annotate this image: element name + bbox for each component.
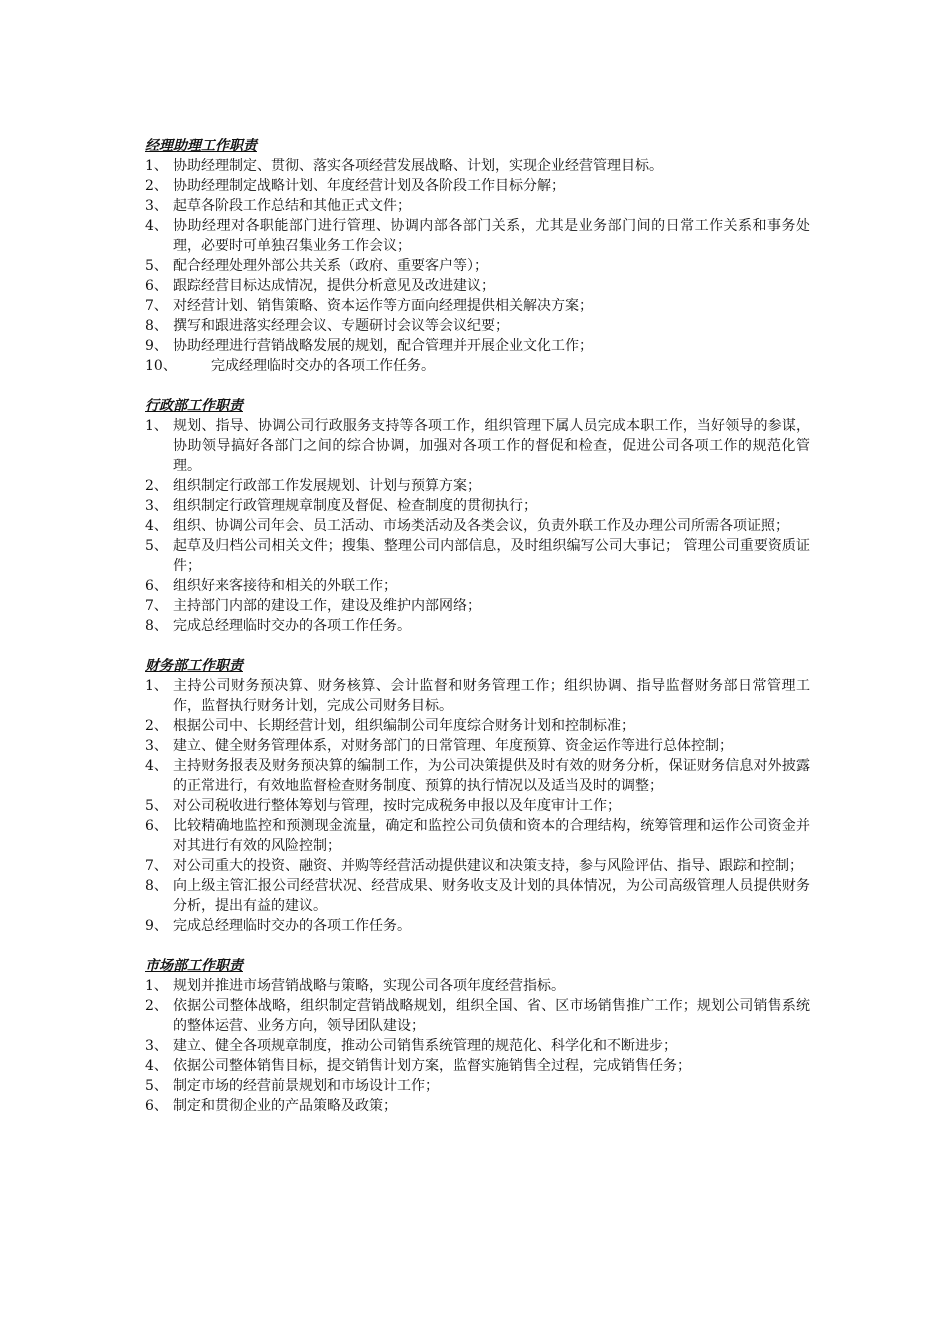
section-marketing [145, 956, 810, 1116]
item-text: 比较精确地监控和预测现金流量，确定和监控公司负债和资本的合理结构，统筹管理和运作公司资金并对其进行有效的风险控制； [173, 818, 810, 854]
item-text: 制定和贯彻企业的产品策略及政策； [173, 1098, 397, 1114]
item-text: 对公司重大的投资、融资、并购等经营活动提供建议和决策支持，参与风险评估、指导、跟踪和控制； [173, 858, 803, 874]
list-item [145, 296, 810, 316]
item-number: 7、 [145, 858, 168, 874]
item-number: 6、 [145, 1098, 168, 1114]
section-title: 经理助理工作职责 [145, 138, 257, 154]
item-number: 1、 [145, 678, 168, 694]
section-finance [145, 656, 810, 936]
item-text: 协助经理制定战略计划、年度经营计划及各阶段工作目标分解； [173, 178, 565, 194]
list-item [145, 276, 810, 296]
item-number: 3、 [145, 1038, 168, 1054]
list-item [145, 476, 810, 496]
item-number: 8、 [145, 318, 168, 334]
item-number: 3、 [145, 738, 168, 754]
item-number: 1、 [145, 418, 168, 434]
item-number: 5、 [145, 798, 168, 814]
item-number: 1、 [145, 158, 168, 174]
item-text: 主持财务报表及财务预决算的编制工作，为公司决策提供及时有效的财务分析，保证财务信息对外披露的正常进行，有效地监督检查财务制度、预算的执行情况以及适当及时的调整； [173, 758, 810, 794]
list-item [145, 576, 810, 596]
section-title: 行政部工作职责 [145, 398, 243, 414]
item-text: 组织、协调公司年会、员工活动、市场类活动及各类会议，负责外联工作及办理公司所需各项证照； [173, 518, 789, 534]
item-text: 主持部门内部的建设工作，建设及维护内部网络； [173, 598, 481, 614]
item-text: 制定市场的经营前景规划和市场设计工作； [173, 1078, 439, 1094]
item-number: 9、 [145, 918, 168, 934]
list-item [145, 736, 810, 756]
item-number: 2、 [145, 178, 168, 194]
item-text: 向上级主管汇报公司经营状况、经营成果、财务收支及计划的具体情况，为公司高级管理人员提供财务分析，提出有益的建议。 [173, 878, 810, 914]
item-text: 起草各阶段工作总结和其他正式文件； [173, 198, 411, 214]
item-number: 6、 [145, 578, 168, 594]
item-number: 4、 [145, 1058, 168, 1074]
item-text: 对公司税收进行整体筹划与管理，按时完成税务申报以及年度审计工作； [173, 798, 621, 814]
item-number: 6、 [145, 278, 168, 294]
item-text: 对经营计划、销售策略、资本运作等方面向经理提供相关解决方案； [173, 298, 593, 314]
item-number: 10、 [145, 358, 177, 374]
item-text: 依据公司整体战略，组织制定营销战略规划，组织全国、省、区市场销售推广工作；规划公司销售系统的整体运营、业务方向，领导团队建设； [173, 998, 810, 1034]
item-text: 完成总经理临时交办的各项工作任务。 [173, 918, 411, 934]
list-item [145, 196, 810, 216]
list-item [145, 1056, 810, 1076]
list-item [145, 316, 810, 336]
item-number: 3、 [145, 498, 168, 514]
list-item [145, 716, 810, 736]
list-item [145, 756, 810, 796]
list-item [145, 156, 810, 176]
list-item [145, 356, 810, 376]
list-item [145, 216, 810, 256]
item-text: 规划、指导、协调公司行政服务支持等各项工作，组织管理下属人员完成本职工作，当好领导的参谋，协助领导搞好各部门之间的综合协调，加强对各项工作的督促和检查，促进公司各项工作的规范化管理。 [173, 418, 810, 474]
item-text: 组织制定行政管理规章制度及督促、检查制度的贯彻执行； [173, 498, 537, 514]
list-item [145, 996, 810, 1036]
list-item [145, 816, 810, 856]
item-text: 根据公司中、长期经营计划，组织编制公司年度综合财务计划和控制标准； [173, 718, 635, 734]
item-number: 1、 [145, 978, 168, 994]
section-administration [145, 396, 810, 636]
list-item [145, 796, 810, 816]
item-number: 2、 [145, 998, 168, 1014]
list-item [145, 256, 810, 276]
item-number: 7、 [145, 298, 168, 314]
item-number: 3、 [145, 198, 168, 214]
list-item [145, 496, 810, 516]
list-item [145, 616, 810, 636]
item-number: 5、 [145, 538, 168, 554]
list-item [145, 676, 810, 716]
list-item [145, 916, 810, 936]
list-item [145, 1096, 810, 1116]
item-number: 2、 [145, 478, 168, 494]
item-text: 依据公司整体销售目标，提交销售计划方案，监督实施销售全过程，完成销售任务； [173, 1058, 691, 1074]
item-number: 4、 [145, 218, 168, 234]
item-text: 建立、健全财务管理体系，对财务部门的日常管理、年度预算、资金运作等进行总体控制； [173, 738, 733, 754]
list-item [145, 1036, 810, 1056]
list-item [145, 416, 810, 476]
item-text: 组织好来客接待和相关的外联工作； [173, 578, 397, 594]
item-text: 跟踪经营目标达成情况，提供分析意见及改进建议； [173, 278, 495, 294]
list-item [145, 876, 810, 916]
list-item [145, 596, 810, 616]
list-item [145, 856, 810, 876]
list-item [145, 336, 810, 356]
item-text: 配合经理处理外部公共关系（政府、重要客户等）； [173, 258, 488, 274]
list-item [145, 1076, 810, 1096]
item-number: 8、 [145, 618, 168, 634]
item-text: 完成总经理临时交办的各项工作任务。 [173, 618, 411, 634]
list-item [145, 976, 810, 996]
item-number: 4、 [145, 758, 168, 774]
list-item [145, 516, 810, 536]
item-text: 协助经理对各职能部门进行管理、协调内部各部门关系，尤其是业务部门间的日常工作关系和事务处理，必要时可单独召集业务工作会议； [173, 218, 810, 254]
item-number: 7、 [145, 598, 168, 614]
item-text: 主持公司财务预决算、财务核算、会计监督和财务管理工作；组织协调、指导监督财务部日常管理工作，监督执行财务计划，完成公司财务目标。 [173, 678, 810, 714]
item-text: 协助经理进行营销战略发展的规划，配合管理并开展企业文化工作； [173, 338, 593, 354]
section-title: 市场部工作职责 [145, 958, 243, 974]
item-text: 完成经理临时交办的各项工作任务。 [211, 358, 435, 374]
item-number: 9、 [145, 338, 168, 354]
item-number: 4、 [145, 518, 168, 534]
item-number: 5、 [145, 1078, 168, 1094]
item-text: 协助经理制定、贯彻、落实各项经营发展战略、计划，实现企业经营管理目标。 [173, 158, 663, 174]
item-text: 组织制定行政部工作发展规划、计划与预算方案； [173, 478, 481, 494]
item-text: 起草及归档公司相关文件；搜集、整理公司内部信息，及时组织编写公司大事记； 管理公司重要资质证件； [173, 538, 810, 574]
item-number: 8、 [145, 878, 168, 894]
section-assistant-manager [145, 136, 810, 376]
list-item [145, 536, 810, 576]
item-number: 5、 [145, 258, 168, 274]
section-title: 财务部工作职责 [145, 658, 243, 674]
item-number: 6、 [145, 818, 168, 834]
item-text: 规划并推进市场营销战略与策略，实现公司各项年度经营指标。 [173, 978, 565, 994]
item-text: 建立、健全各项规章制度，推动公司销售系统管理的规范化、科学化和不断进步； [173, 1038, 677, 1054]
item-number: 2、 [145, 718, 168, 734]
list-item [145, 176, 810, 196]
item-text: 撰写和跟进落实经理会议、专题研讨会议等会议纪要； [173, 318, 509, 334]
